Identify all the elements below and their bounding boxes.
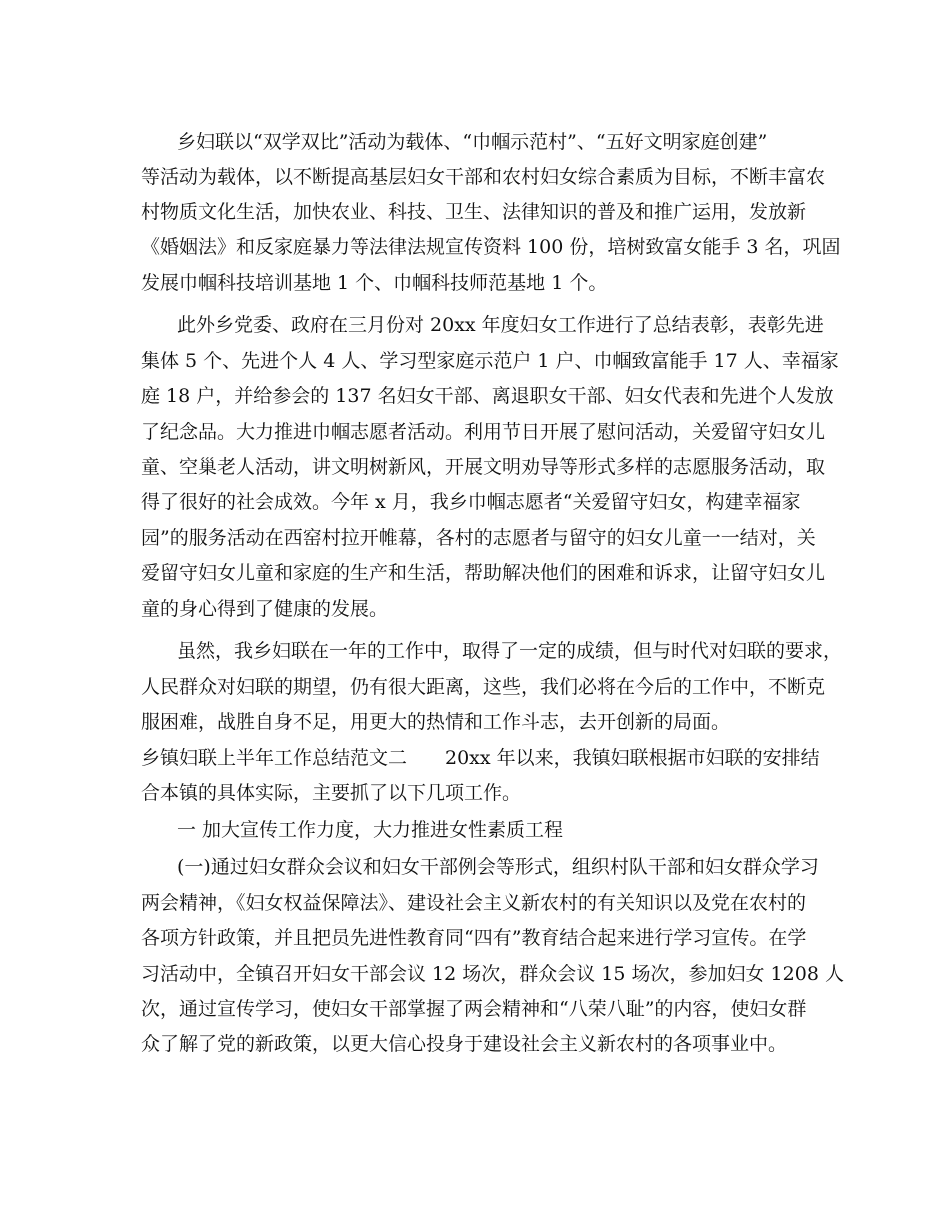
text-line: 了纪念品。大力推进巾帼志愿者活动。利用节日开展了慰问活动，关爱留守妇女儿 [141, 421, 826, 443]
text-line: 乡妇联以“双学双比”活动为载体、“巾帼示范村”、“五好文明家庭创建” [177, 131, 768, 153]
text-line: 众了解了党的新政策，以更大信心投身于建设社会主义新农村的各项事业中。 [141, 1033, 788, 1055]
text-line: 园”的服务活动在西窑村拉开帷幕，各村的志愿者与留守的妇女儿童一一结对，关 [141, 527, 816, 549]
text-line: (一)通过妇女群众会议和妇女干部例会等形式，组织村队干部和妇女群众学习 [177, 856, 819, 878]
text-line: 次，通过宣传学习，使妇女干部掌握了两会精神和“八荣八耻”的内容，使妇女群 [141, 998, 807, 1020]
text-line: 《婚姻法》和反家庭暴力等法律法规宣传资料 100 份，培树致富女能手 3 名，巩固 [141, 236, 841, 258]
text-line: 合本镇的具体实际，主要抓了以下几项工作。 [141, 782, 522, 804]
section-heading: 一 加大宣传工作力度，大力推进女性素质工程 [177, 819, 564, 841]
text-line: 服困难，战胜自身不足，用更大的热情和工作斗志，去开创新的局面。 [141, 711, 731, 733]
text-line: 乡镇妇联上半年工作总结范文二 20xx 年以来，我镇妇联根据市妇联的安排结 [141, 747, 820, 769]
text-line: 习活动中，全镇召开妇女干部会议 12 场次，群众会议 15 场次，参加妇女 1208 人 [141, 963, 844, 985]
text-line: 各项方针政策，并且把员先进性教育同“四有”教育结合起来进行学习宣传。在学 [141, 927, 807, 949]
text-line: 童、空巢老人活动，讲文明树新风，开展文明劝导等形式多样的志愿服务活动，取 [141, 456, 826, 478]
text-line: 得了很好的社会成效。今年 x 月，我乡巾帼志愿者“关爱留守妇女，构建幸福家 [141, 491, 801, 513]
text-line: 村物质文化生活，加快农业、科技、卫生、法律知识的普及和推广运用，发放新 [141, 201, 807, 223]
text-line: 等活动为载体，以不断提高基层妇女干部和农村妇女综合素质为目标，不断丰富农 [141, 166, 826, 188]
text-line: 发展巾帼科技培训基地 1 个、巾帼科技师范基地 1 个。 [141, 272, 608, 294]
text-line: 人民群众对妇联的期望，仍有很大距离，这些，我们必将在今后的工作中，不断克 [141, 676, 826, 698]
text-line: 集体 5 个、先进个人 4 人、学习型家庭示范户 1 户、巾帼致富能手 17 人、幸福家 [141, 350, 839, 372]
text-line: 此外乡党委、政府在三月份对 20xx 年度妇女工作进行了总结表彰，表彰先进 [177, 314, 824, 336]
text-line: 虽然，我乡妇联在一年的工作中，取得了一定的成绩，但与时代对妇联的要求， [177, 640, 843, 662]
text-line: 庭 18 户，并给参会的 137 名妇女干部、离退职女干部、妇女代表和先进个人发放 [141, 385, 834, 407]
text-line: 两会精神，《妇女权益保障法》、建设社会主义新农村的有关知识以及党在农村的 [141, 892, 807, 914]
text-line: 爱留守妇女儿童和家庭的生产和生活，帮助解决他们的困难和诉求，让留守妇女儿 [141, 562, 826, 584]
text-line: 童的身心得到了健康的发展。 [141, 598, 389, 620]
